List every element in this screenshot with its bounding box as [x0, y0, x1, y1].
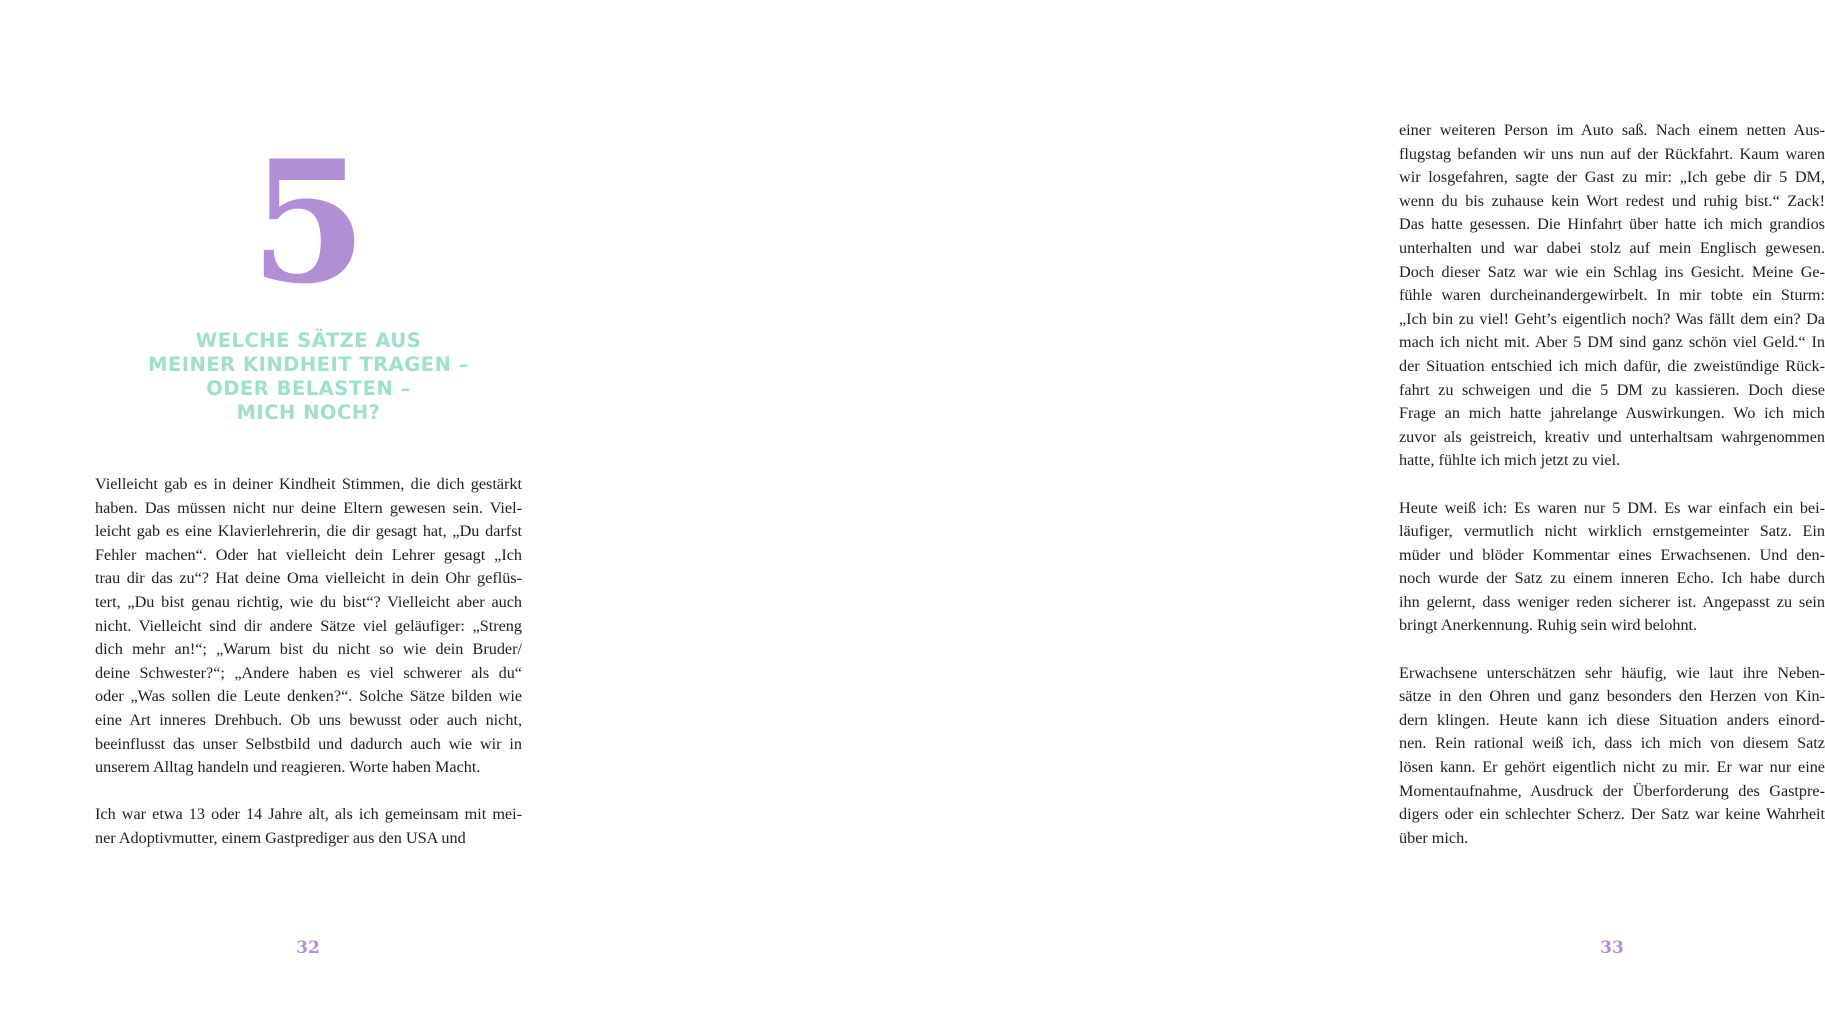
text-line: dern klingen. Heute kann ich diese Situation anders einord-: [1399, 710, 1825, 729]
text-line: beeinflusst das unser Selbstbild und dadurch auch wie wir in: [95, 734, 522, 753]
text-line: der Situation entschied ich mich dafür, die zweistündige Rück-: [1399, 356, 1825, 375]
text-line: wir losgefahren, sagte der Gast zu mir: „Ich gebe dir 5 DM,: [1399, 168, 1825, 187]
text-line: über mich.: [1399, 828, 1469, 847]
chapter-title-line: WELCHE SÄTZE AUS: [195, 329, 422, 352]
chapter-title: [95, 329, 522, 425]
text-line: Ich war etwa 13 oder 14 Jahre alt, als ich gemeinsam mit mei-: [95, 805, 522, 824]
paragraph: [1399, 662, 1825, 851]
text-line: unterhalten und war dabei stolz auf mein Englisch gewesen.: [1399, 238, 1825, 257]
text-line: Vielleicht gab es in deiner Kindheit Stimmen, die dich gestärkt: [95, 475, 522, 493]
text-line: hatte, fühlte ich mich jetzt zu viel.: [1399, 451, 1621, 470]
text-line: läufiger, vermutlich nicht wirklich ernstgemeinter Satz. Ein: [1399, 522, 1825, 541]
text-line: nicht. Vielleicht sind dir andere Sätze viel geläufiger: „Streng: [95, 616, 522, 635]
text-line: ner Adoptivmutter, einem Gastprediger aus den USA und: [95, 828, 466, 847]
text-line: flugstag befanden wir uns nun auf der Rückfahrt. Kaum waren: [1399, 144, 1825, 163]
right-page: [640, 0, 1825, 1019]
text-line: haben. Das müssen nicht nur deine Eltern gewesen sein. Viel-: [95, 498, 522, 517]
text-line: unserem Alltag handeln und reagieren. Worte haben Macht.: [95, 758, 481, 777]
text-line: lösen kann. Er gehört eigentlich nicht zu mir. Er war nur eine: [1399, 758, 1825, 777]
text-line: Doch dieser Satz war wie ein Schlag ins Gesicht. Meine Ge-: [1399, 262, 1825, 281]
text-line: fühle waren durcheinandergewirbelt. In mir tobte ein Sturm:: [1399, 286, 1825, 305]
text-line: Heute weiß ich: Es waren nur 5 DM. Es war einfach ein bei-: [1399, 498, 1825, 517]
text-line: digers oder ein schlechter Scherz. Der Satz war keine Wahrheit: [1399, 805, 1825, 824]
text-line: Frage an mich hatte jahrelange Auswirkungen. Wo ich mich: [1399, 404, 1825, 423]
text-line: deine Schwester?“; „Andere haben es viel schwerer als du“: [95, 663, 522, 682]
chapter-number: 5: [250, 123, 367, 321]
text-line: tert, „Du bist genau richtig, wie du bist“? Vielleicht aber auch: [95, 592, 522, 611]
text-line: wenn du bis zuhause kein Wort redest und ruhig bist.“ Zack!: [1399, 191, 1825, 210]
page-number: 33: [1600, 938, 1624, 958]
text-line: noch wurde der Satz zu einem inneren Echo. Ich habe durch: [1399, 569, 1825, 588]
text-line: bringt Anerkennung. Ruhig sein wird belohnt.: [1399, 616, 1698, 635]
paragraph: [95, 803, 522, 850]
text-line: sätze in den Ohren und ganz besonders den Herzen von Kin-: [1399, 687, 1825, 706]
text-line: Erwachsene unterschätzen sehr häufig, wie laut ihre Neben-: [1399, 663, 1825, 682]
text-line: oder „Was sollen die Leute denken?“. Solche Sätze bilden wie: [95, 687, 522, 706]
chapter-title-line: ODER BELASTEN –: [206, 377, 411, 400]
body-text: [1399, 119, 1825, 850]
paragraph: [1399, 497, 1825, 639]
text-line: Das hatte gesessen. Die Hinfahrt über hatte ich mich grandios: [1399, 215, 1825, 234]
text-line: dich mehr an!“; „Warum bist du nicht so wie dein Bruder/: [95, 640, 522, 659]
text-line: trau dir das zu“? Hat deine Oma vielleicht in dein Ohr geflüs-: [95, 569, 522, 588]
text-line: eine Art inneres Drehbuch. Ob uns bewusst oder auch nicht,: [95, 710, 522, 729]
text-line: müder und blöder Kommentar eines Erwachsenen. Und den-: [1399, 545, 1825, 564]
page-number: 32: [296, 938, 320, 958]
text-line: Fehler machen“. Oder hat vielleicht dein Lehrer gesagt „Ich: [95, 545, 522, 564]
body-text: [95, 473, 522, 851]
chapter-title-line: MEINER KINDHEIT TRAGEN –: [148, 353, 469, 376]
text-line: einer weiteren Person im Auto saß. Nach einem netten Aus-: [1399, 121, 1825, 139]
text-line: nen. Rein rational weiß ich, dass ich mich von diesem Satz: [1399, 734, 1825, 753]
text-line: zuvor als geistreich, kreativ und unterhaltsam wahrgenommen: [1399, 427, 1825, 446]
text-line: leicht gab es eine Klavierlehrerin, die dir gesagt hat, „Du darfst: [95, 522, 522, 541]
text-line: Momentaufnahme, Ausdruck der Überforderung des Gastpre-: [1399, 781, 1825, 800]
text-line: mach ich nicht mit. Aber 5 DM sind ganz schön viel Geld.“ In: [1399, 333, 1825, 352]
left-page: [0, 0, 640, 1019]
paragraph: [1399, 119, 1825, 473]
text-line: „Ich bin zu viel! Geht’s eigentlich noch? Was fällt dem ein? Da: [1399, 309, 1825, 328]
text-line: fahrt zu schweigen und die 5 DM zu kassieren. Doch diese: [1399, 380, 1825, 399]
chapter-title-line: MICH NOCH?: [236, 401, 381, 424]
text-line: ihn gelernt, dass weniger reden sicherer ist. Angepasst zu sein: [1399, 592, 1825, 611]
paragraph: [95, 473, 522, 780]
